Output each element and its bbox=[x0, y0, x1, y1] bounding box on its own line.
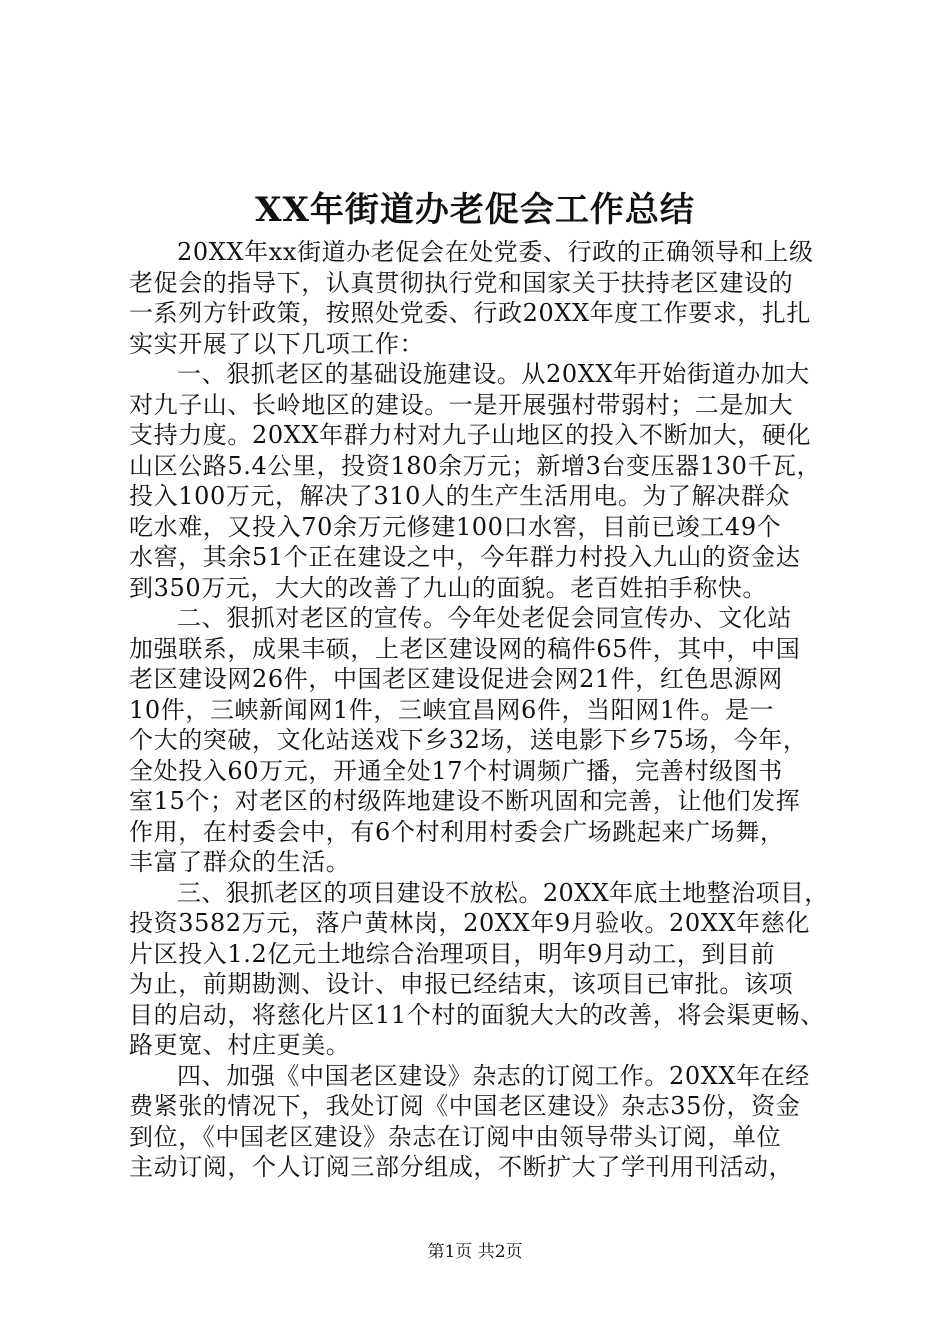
text-line: 老促会的指导下，认真贯彻执行党和国家关于扶持老区建设的 bbox=[129, 268, 794, 297]
text-line: 四、加强《中国老区建设》杂志的订阅工作。20XX年在经 bbox=[177, 1061, 810, 1090]
text-line: 到350万元，大大的改善了九山的面貌。老百姓拍手称快。 bbox=[129, 573, 768, 602]
text-line: 作用，在村委会中，有6个村利用村委会广场跳起来广场舞， bbox=[129, 817, 785, 846]
page-footer: 第1页 共2页 bbox=[427, 1242, 523, 1262]
text-line: 10件，三峡新闻网1件，三峡宜昌网6件，当阳网1件。是一 bbox=[129, 695, 775, 724]
document-title: XX年街道办老促会工作总结 bbox=[255, 190, 695, 230]
text-line: 个大的突破，文化站送戏下乡32场，送电影下乡75场，今年， bbox=[129, 726, 808, 754]
text-line: 路更宽、村庄更美。 bbox=[129, 1031, 351, 1059]
text-line: 费紧张的情况下，我处订阅《中国老区建设》杂志35份，资金 bbox=[129, 1092, 801, 1120]
text-line: 二、狠抓对老区的宣传。今年处老促会同宣传办、文化站 bbox=[177, 604, 792, 632]
text-line: 20XX年xx街道办老促会在处党委、行政的正确领导和上级 bbox=[177, 238, 814, 266]
text-line: 一系列方针政策，按照处党委、行政20XX年度工作要求，扎扎 bbox=[129, 299, 812, 327]
text-line: 片区投入1.2亿元土地综合治理项目，明年9月动工，到目前 bbox=[129, 939, 776, 968]
text-line: 加强联系，成果丰硕，上老区建设网的稿件65件，其中，中国 bbox=[129, 634, 801, 663]
document-body bbox=[129, 237, 829, 1183]
text-line: 一、狠抓老区的基础设施建设。从20XX年开始街道办加大 bbox=[177, 360, 810, 388]
text-line: 老区建设网26件，中国老区建设促进会网21件，红色思源网 bbox=[129, 665, 783, 693]
text-line: 主动订阅，个人订阅三部分组成，不断扩大了学刊用刊活动， bbox=[129, 1153, 794, 1181]
text-line: 水窖，其余51个正在建设之中，今年群力村投入九山的资金达 bbox=[129, 543, 801, 571]
text-line: 室15个；对老区的村级阵地建设不断巩固和完善，让他们发挥 bbox=[129, 787, 801, 815]
text-line: 到位，《中国老区建设》杂志在订阅中由领导带头订阅，单位 bbox=[129, 1122, 782, 1151]
text-line: 全处投入60万元，开通全处17个村调频广播，完善村级图书 bbox=[129, 756, 783, 785]
text-line: 对九子山、长岭地区的建设。一是开展强村带弱村；二是加大 bbox=[129, 390, 794, 419]
text-line: 山区公路5.4公里，投资180余万元；新增3台变压器130千瓦， bbox=[129, 451, 822, 480]
text-line: 支持力度。20XX年群力村对九子山地区的投入不断加大，硬化 bbox=[129, 421, 812, 449]
text-line: 投资3582万元，落户黄林岗，20XX年9月验收。20XX年慈化 bbox=[129, 909, 810, 937]
text-line: 丰富了群众的生活。 bbox=[129, 848, 351, 876]
text-line: 吃水难，又投入70余万元修建100口水窖，目前已竣工49个 bbox=[129, 512, 782, 541]
text-line: 为止，前期勘测、设计、申报已经结束，该项目已审批。该项 bbox=[129, 970, 794, 998]
text-line: 投入100万元，解决了310人的生产生活用电。为了解决群众 bbox=[129, 482, 791, 510]
text-line: 三、狠抓老区的项目建设不放松。20XX年底土地整治项目， bbox=[177, 878, 829, 907]
text-line: 实实开展了以下几项工作： bbox=[129, 329, 425, 358]
text-line: 目的启动，将慈化片区11个村的面貌大大的改善，将会渠更畅、 bbox=[129, 1000, 825, 1029]
